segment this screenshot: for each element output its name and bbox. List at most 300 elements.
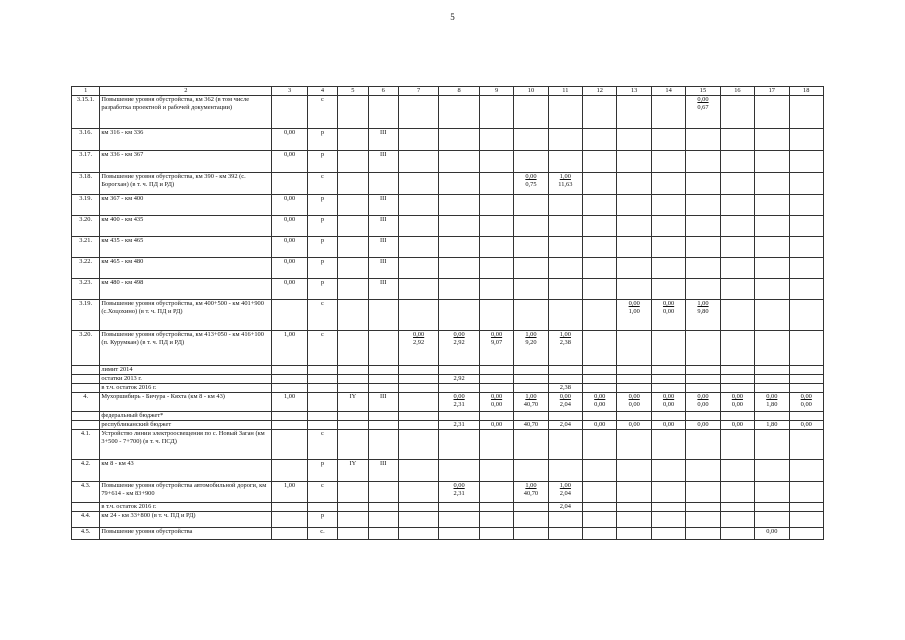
table-cell: [479, 503, 513, 512]
table-cell: [479, 237, 513, 258]
table-cell: [72, 151, 100, 173]
table-cell: [686, 279, 720, 300]
table-cell: [686, 258, 720, 279]
table-cell: [583, 129, 617, 151]
table-cell: [72, 528, 100, 540]
table-cell: [368, 237, 398, 258]
table-cell: [789, 237, 824, 258]
table-cell: [439, 393, 479, 412]
cell-value: 0,00: [413, 331, 425, 338]
table-cell: [307, 151, 337, 173]
cell-value: 3.16.: [79, 129, 93, 136]
table-cell: [651, 300, 685, 331]
table-cell: [100, 528, 272, 540]
cell-value: 0,00: [594, 401, 606, 408]
table-cell: [755, 195, 789, 216]
table-cell: [651, 421, 685, 430]
table-cell: [583, 279, 617, 300]
table-cell: [755, 216, 789, 237]
table-cell: [100, 258, 272, 279]
table-cell: [720, 512, 754, 528]
table-cell: [100, 460, 272, 482]
table-cell: [686, 503, 720, 512]
cell-value: 4.5.: [80, 528, 91, 535]
table-cell: [439, 129, 479, 151]
table-row: [72, 151, 824, 173]
cell-value: 3.17.: [79, 151, 93, 158]
table-cell: [686, 96, 720, 129]
table-cell: [755, 384, 789, 393]
table-cell: [651, 412, 685, 421]
cell-value: остатки 2013 г.: [101, 375, 142, 382]
table-cell: [617, 460, 651, 482]
table-cell: [272, 482, 307, 503]
table-cell: [617, 96, 651, 129]
table-cell: [72, 503, 100, 512]
cell-value: 0,00: [559, 393, 571, 400]
table-cell: [439, 331, 479, 366]
table-cell: [72, 173, 100, 195]
cell-value: 1,80: [766, 421, 778, 428]
table-cell: [789, 421, 824, 430]
cell-value: 9,80: [697, 308, 709, 315]
table-cell: [338, 300, 368, 331]
table-cell: [514, 366, 548, 375]
cell-value: км 336 - км 367: [101, 151, 144, 158]
cell-value: км 24 - км 33+800 (в т. ч. ПД и РД): [101, 512, 196, 519]
table-cell: [789, 482, 824, 503]
table-cell: [338, 96, 368, 129]
table-cell: [686, 430, 720, 460]
table-cell: [398, 384, 438, 393]
table-cell: [439, 528, 479, 540]
table-cell: [720, 237, 754, 258]
table-cell: [398, 173, 438, 195]
table-cell: [272, 258, 307, 279]
table-cell: [368, 460, 398, 482]
table-cell: [548, 528, 582, 540]
table-cell: [548, 430, 582, 460]
cell-value: 2,31: [453, 401, 465, 408]
table-cell: [583, 512, 617, 528]
cell-value: 3.20.: [79, 216, 93, 223]
table-cell: [548, 258, 582, 279]
table-cell: [398, 237, 438, 258]
table-cell: [72, 430, 100, 460]
table-cell: [651, 151, 685, 173]
table-cell: [686, 412, 720, 421]
table-cell: [307, 460, 337, 482]
cell-value: р: [320, 258, 325, 265]
table-row: [72, 528, 824, 540]
table-cell: [398, 366, 438, 375]
cell-value: III: [380, 393, 387, 400]
cell-value: 2,38: [559, 339, 571, 346]
table-cell: [100, 96, 272, 129]
column-header: 4: [307, 87, 337, 96]
cell-value: р: [320, 216, 325, 223]
table-cell: [686, 151, 720, 173]
table-cell: [686, 300, 720, 331]
data-table: [71, 86, 824, 540]
table-cell: [651, 366, 685, 375]
table-cell: [272, 151, 307, 173]
table-cell: [755, 96, 789, 129]
table-cell: [338, 384, 368, 393]
table-cell: [100, 237, 272, 258]
cell-value: 0,00: [283, 129, 296, 136]
table-cell: [368, 512, 398, 528]
table-cell: [755, 129, 789, 151]
column-header: 1: [72, 87, 100, 96]
column-header: 13: [617, 87, 651, 96]
cell-value: 0,00: [662, 401, 675, 408]
table-cell: [338, 512, 368, 528]
cell-value: 0,00: [283, 151, 296, 158]
table-cell: [548, 421, 582, 430]
table-cell: [368, 151, 398, 173]
cell-value: р: [320, 279, 325, 286]
table-cell: [720, 96, 754, 129]
table-cell: [100, 129, 272, 151]
column-header: 16: [720, 87, 754, 96]
table-cell: [789, 258, 824, 279]
table-cell: [514, 300, 548, 331]
table-cell: [307, 412, 337, 421]
table-cell: [368, 503, 398, 512]
table-cell: [789, 300, 824, 331]
table-cell: [583, 393, 617, 412]
table-cell: [548, 331, 582, 366]
cell-value: Повышение уровня обустройства автомобильной дороги, км 79+614 - км 83+900: [101, 482, 267, 497]
table-cell: [755, 151, 789, 173]
table-cell: [72, 512, 100, 528]
table-cell: [72, 421, 100, 430]
cell-value: 2,92: [413, 339, 425, 346]
table-cell: [583, 366, 617, 375]
table-cell: [583, 375, 617, 384]
table-cell: [479, 151, 513, 173]
cell-value: IY: [349, 393, 357, 400]
table-cell: [789, 216, 824, 237]
table-cell: [617, 503, 651, 512]
table-cell: [755, 512, 789, 528]
table-cell: [272, 421, 307, 430]
table-cell: [686, 237, 720, 258]
cell-value: 3.15.1.: [76, 96, 95, 103]
table-row: [72, 173, 824, 195]
table-row: [72, 96, 824, 129]
table-cell: [368, 430, 398, 460]
cell-value: 4.: [83, 393, 89, 400]
cell-value: км 367 - км 400: [101, 195, 144, 202]
table-cell: [479, 482, 513, 503]
table-cell: [720, 393, 754, 412]
cell-value: 1,00: [283, 482, 296, 489]
table-cell: [755, 237, 789, 258]
table-cell: [755, 412, 789, 421]
table-cell: [651, 512, 685, 528]
cell-value: Повышение уровня обустройства: [101, 528, 193, 535]
table-cell: [307, 482, 337, 503]
table-cell: [617, 258, 651, 279]
table-cell: [789, 331, 824, 366]
table-cell: [755, 528, 789, 540]
table-cell: [272, 503, 307, 512]
table-cell: [548, 300, 582, 331]
table-cell: [548, 195, 582, 216]
table-cell: [307, 366, 337, 375]
table-cell: [439, 430, 479, 460]
table-cell: [514, 421, 548, 430]
table-cell: [439, 258, 479, 279]
cell-value: III: [380, 216, 387, 223]
cell-value: 2,04: [559, 401, 571, 408]
table-cell: [368, 366, 398, 375]
cell-value: 0,00: [283, 237, 296, 244]
cell-value: 1,80: [766, 401, 778, 408]
table-cell: [686, 331, 720, 366]
table-cell: [272, 216, 307, 237]
table-cell: [583, 258, 617, 279]
table-cell: [720, 460, 754, 482]
table-cell: [514, 331, 548, 366]
table-cell: [720, 216, 754, 237]
table-cell: [720, 430, 754, 460]
table-cell: [398, 216, 438, 237]
table-cell: [72, 258, 100, 279]
cell-value: р: [320, 129, 325, 136]
table-cell: [479, 331, 513, 366]
table-cell: [398, 300, 438, 331]
table-cell: [514, 430, 548, 460]
cell-value: федеральный бюджет*: [101, 412, 164, 419]
cell-value: км 465 - км 480: [101, 258, 144, 265]
cell-value: Повышение уровня обустройства, км 400+500 - км 401+900 (с.Хоцохино) (в т. ч. ПД и РД): [101, 300, 264, 315]
table-cell: [617, 300, 651, 331]
table-cell: [100, 430, 272, 460]
table-cell: [548, 393, 582, 412]
table-cell: [338, 412, 368, 421]
table-cell: [368, 258, 398, 279]
table-cell: [755, 430, 789, 460]
table-cell: [686, 393, 720, 412]
table-cell: [789, 393, 824, 412]
table-cell: [479, 375, 513, 384]
table-cell: [720, 129, 754, 151]
table-cell: [514, 216, 548, 237]
table-cell: [686, 482, 720, 503]
table-cell: [398, 279, 438, 300]
cell-value: р: [320, 237, 325, 244]
cell-value: 1,00: [697, 300, 709, 307]
table-cell: [338, 216, 368, 237]
table-cell: [398, 375, 438, 384]
table-cell: [548, 96, 582, 129]
table-cell: [583, 528, 617, 540]
table-cell: [398, 331, 438, 366]
cell-value: 2,92: [453, 375, 465, 382]
cell-value: 2,04: [559, 503, 571, 510]
cell-value: 0,00: [594, 421, 606, 428]
cell-value: км 316 - км 336: [101, 129, 144, 136]
table-cell: [398, 96, 438, 129]
table-cell: [72, 96, 100, 129]
table-cell: [368, 375, 398, 384]
table-cell: [368, 300, 398, 331]
table-cell: [548, 512, 582, 528]
table-cell: [720, 258, 754, 279]
table-cell: [617, 216, 651, 237]
cell-value: 0,00: [453, 331, 465, 338]
cell-value: 3.19.: [79, 195, 93, 202]
table-cell: [72, 129, 100, 151]
cell-value: 4.2.: [80, 460, 91, 467]
table-cell: [439, 503, 479, 512]
table-cell: [789, 129, 824, 151]
table-cell: [272, 129, 307, 151]
table-cell: [307, 300, 337, 331]
cell-value: 0,00: [697, 96, 709, 103]
table-cell: [368, 279, 398, 300]
table-cell: [789, 512, 824, 528]
table-cell: [307, 96, 337, 129]
table-cell: [720, 421, 754, 430]
table-cell: [307, 421, 337, 430]
cell-value: 0,00: [490, 393, 503, 400]
table-cell: [789, 503, 824, 512]
table-cell: [100, 384, 272, 393]
cell-value: 4.4.: [80, 512, 91, 519]
table-cell: [368, 195, 398, 216]
table-cell: [514, 375, 548, 384]
table-cell: [100, 216, 272, 237]
table-cell: [651, 216, 685, 237]
table-cell: [307, 279, 337, 300]
table-cell: [789, 375, 824, 384]
table-cell: [651, 430, 685, 460]
table-row: [72, 512, 824, 528]
table-cell: [514, 96, 548, 129]
table-cell: [338, 528, 368, 540]
table-cell: [583, 300, 617, 331]
cell-value: с: [321, 430, 324, 437]
cell-value: 0,00: [490, 401, 503, 408]
table-cell: [100, 412, 272, 421]
column-header: 2: [100, 87, 272, 96]
table-cell: [720, 375, 754, 384]
cell-value: III: [380, 279, 387, 286]
table-cell: [368, 384, 398, 393]
table-cell: [686, 528, 720, 540]
table-cell: [548, 384, 582, 393]
table-cell: [548, 237, 582, 258]
table-cell: [651, 384, 685, 393]
table-cell: [789, 96, 824, 129]
table-cell: [755, 331, 789, 366]
cell-value: 1,00: [525, 482, 537, 489]
table-cell: [439, 300, 479, 331]
table-cell: [338, 430, 368, 460]
cell-value: 0,00: [697, 421, 709, 428]
cell-value: 0,00: [594, 393, 606, 400]
table-cell: [617, 412, 651, 421]
cell-value: 40,70: [523, 421, 539, 428]
table-cell: [755, 375, 789, 384]
table-cell: [720, 366, 754, 375]
table-cell: [272, 366, 307, 375]
cell-value: р: [320, 512, 325, 519]
cell-value: 2,31: [453, 421, 465, 428]
cell-value: 2,38: [559, 384, 571, 391]
table-cell: [651, 258, 685, 279]
table-cell: [72, 279, 100, 300]
cell-value: 0,00: [800, 401, 812, 408]
table-cell: [368, 331, 398, 366]
cell-value: республиканский бюджет: [101, 421, 172, 428]
cell-value: 2,92: [453, 339, 465, 346]
column-header: 9: [479, 87, 513, 96]
table-cell: [514, 237, 548, 258]
table-cell: [100, 300, 272, 331]
table-cell: [307, 512, 337, 528]
table-cell: [398, 430, 438, 460]
table-cell: [439, 482, 479, 503]
table-cell: [398, 129, 438, 151]
cell-value: 0,00: [453, 482, 465, 489]
cell-value: 2,04: [559, 421, 571, 428]
table-cell: [651, 237, 685, 258]
table-cell: [398, 151, 438, 173]
table-cell: [514, 482, 548, 503]
table-cell: [617, 393, 651, 412]
cell-value: 3.19.: [79, 300, 93, 307]
table-cell: [651, 528, 685, 540]
column-header: 14: [651, 87, 685, 96]
cell-value: км 8 - км 43: [101, 460, 134, 467]
table-row: [72, 331, 824, 366]
table-cell: [789, 195, 824, 216]
table-cell: [755, 421, 789, 430]
table-cell: [720, 173, 754, 195]
table-cell: [651, 331, 685, 366]
cell-value: 0,00: [525, 173, 537, 180]
page-number: 5: [450, 12, 455, 22]
table-cell: [617, 279, 651, 300]
table-cell: [479, 430, 513, 460]
column-header: 5: [338, 87, 368, 96]
table-cell: [307, 375, 337, 384]
table-cell: [651, 96, 685, 129]
table-cell: [583, 173, 617, 195]
table-cell: [583, 412, 617, 421]
cell-value: 0,75: [525, 181, 537, 188]
cell-value: 9,07: [490, 339, 503, 346]
table-cell: [651, 460, 685, 482]
table-cell: [789, 412, 824, 421]
table-cell: [617, 430, 651, 460]
table-cell: [651, 279, 685, 300]
table-cell: [439, 421, 479, 430]
cell-value: 0,00: [490, 331, 503, 338]
table-cell: [789, 279, 824, 300]
table-cell: [651, 173, 685, 195]
table-cell: [789, 528, 824, 540]
table-cell: [583, 216, 617, 237]
cell-value: Повышение уровня обустройства, км 390 - км 392 (с. Борогхан) (в т. ч. ПД и РД): [101, 173, 246, 188]
table-cell: [686, 375, 720, 384]
table-row: [72, 195, 824, 216]
